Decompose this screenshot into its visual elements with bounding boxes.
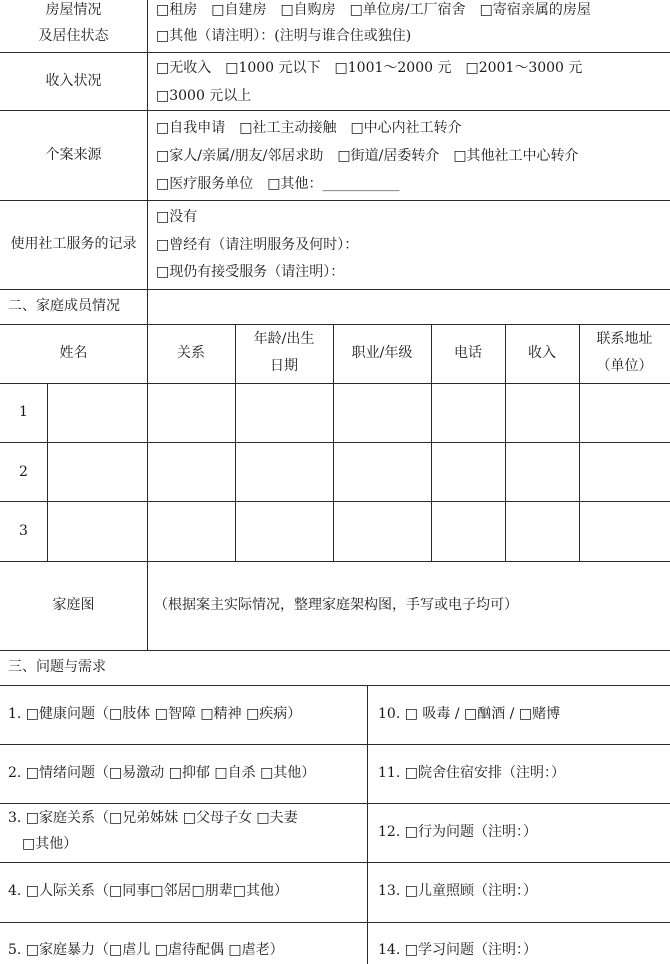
rule	[47, 383, 48, 561]
family-diagram-label: 家庭图	[52, 597, 95, 613]
row-number: 3	[19, 523, 28, 539]
service-record-option[interactable]: □没有	[156, 209, 198, 225]
col-header-age: 日期	[270, 358, 298, 374]
service-record-label: 使用社工服务的记录	[10, 236, 137, 252]
source-options[interactable]: □自我申请 □社工主动接触 □中心内社工转介	[156, 120, 462, 136]
col-header-occupation: 职业/年级	[351, 345, 413, 361]
housing-label: 房屋情况	[45, 2, 102, 18]
housing-label: 及居住状态	[38, 28, 109, 44]
problem-item[interactable]: 1. □健康问题（□肢体 □智障 □精神 □疾病）	[8, 706, 302, 722]
problem-item[interactable]: 4. □人际关系（□同事□邻居□朋辈□其他）	[8, 883, 288, 899]
col-header-address: 联系地址	[596, 331, 653, 347]
col-header-address: （单位）	[596, 358, 653, 374]
section-title-problems: 三、问题与需求	[8, 659, 106, 675]
row-number: 1	[19, 404, 28, 420]
rule	[0, 383, 670, 384]
family-diagram-note[interactable]: （根据案主实际情况，整理家庭架构图，手写或电子均可）	[154, 597, 518, 613]
rule	[0, 685, 670, 686]
rule	[0, 862, 670, 863]
income-options[interactable]: □3000 元以上	[156, 88, 252, 104]
source-options[interactable]: □家人/亲属/朋友/邻居求助 □街道/居委转介 □其他社工中心转介	[156, 148, 579, 164]
housing-other[interactable]: □其他（请注明）：(注明与谁合住或独住)	[156, 28, 412, 44]
row-number: 2	[19, 464, 28, 480]
col-header-phone: 电话	[454, 345, 482, 361]
service-record-option[interactable]: □现仍有接受服务（请注明）：	[156, 264, 345, 280]
rule	[0, 324, 670, 325]
service-record-option[interactable]: □曾经有（请注明服务及何时）：	[156, 237, 359, 253]
problem-item[interactable]: □其他）	[22, 836, 78, 852]
income-label: 收入状况	[45, 73, 102, 89]
housing-options[interactable]: □租房 □自建房 □自购房 □单位房/工厂宿舍 □寄宿亲属的房屋	[156, 2, 591, 18]
rule	[147, 324, 148, 650]
problem-item[interactable]: 13. □儿童照顾（注明：）	[378, 883, 537, 899]
problem-item[interactable]: 2. □情绪问题（□易激动 □抑郁 □自杀 □其他）	[8, 765, 316, 781]
rule	[0, 744, 670, 745]
rule	[0, 110, 670, 111]
source-options[interactable]: □医疗服务单位 □其他：___________	[156, 176, 400, 192]
rule	[0, 52, 670, 53]
problem-item[interactable]: 5. □家庭暴力（□虐儿 □虐待配偶 □虐老）	[8, 942, 284, 958]
problem-item[interactable]: 10. □ 吸毒 / □酗酒 / □赌博	[378, 706, 561, 722]
problem-item[interactable]: 14. □学习问题（注明：）	[378, 942, 537, 958]
income-options[interactable]: □无收入 □1000 元以下 □1001～2000 元 □2001～3000 元	[156, 60, 583, 76]
col-header-age: 年龄/出生	[253, 331, 315, 347]
rule	[0, 650, 670, 651]
col-header-relation: 关系	[177, 345, 205, 361]
rule	[0, 442, 670, 443]
source-label: 个案来源	[45, 147, 102, 163]
rule	[0, 501, 670, 502]
problem-item[interactable]: 12. □行为问题（注明：）	[378, 824, 537, 840]
rule	[0, 200, 670, 201]
rule	[0, 922, 670, 923]
section-title-family: 二、家庭成员情况	[8, 298, 120, 314]
rule	[0, 289, 670, 290]
rule	[0, 561, 670, 562]
problem-item[interactable]: 3. □家庭关系（□兄弟姊妹 □父母子女 □夫妻	[8, 810, 298, 826]
rule	[0, 803, 670, 804]
rule	[367, 685, 368, 964]
problem-item[interactable]: 11. □院舍住宿安排（注明：）	[378, 765, 565, 781]
rule	[147, 0, 148, 324]
col-header-income: 收入	[528, 345, 556, 361]
col-header-name: 姓名	[59, 345, 88, 361]
